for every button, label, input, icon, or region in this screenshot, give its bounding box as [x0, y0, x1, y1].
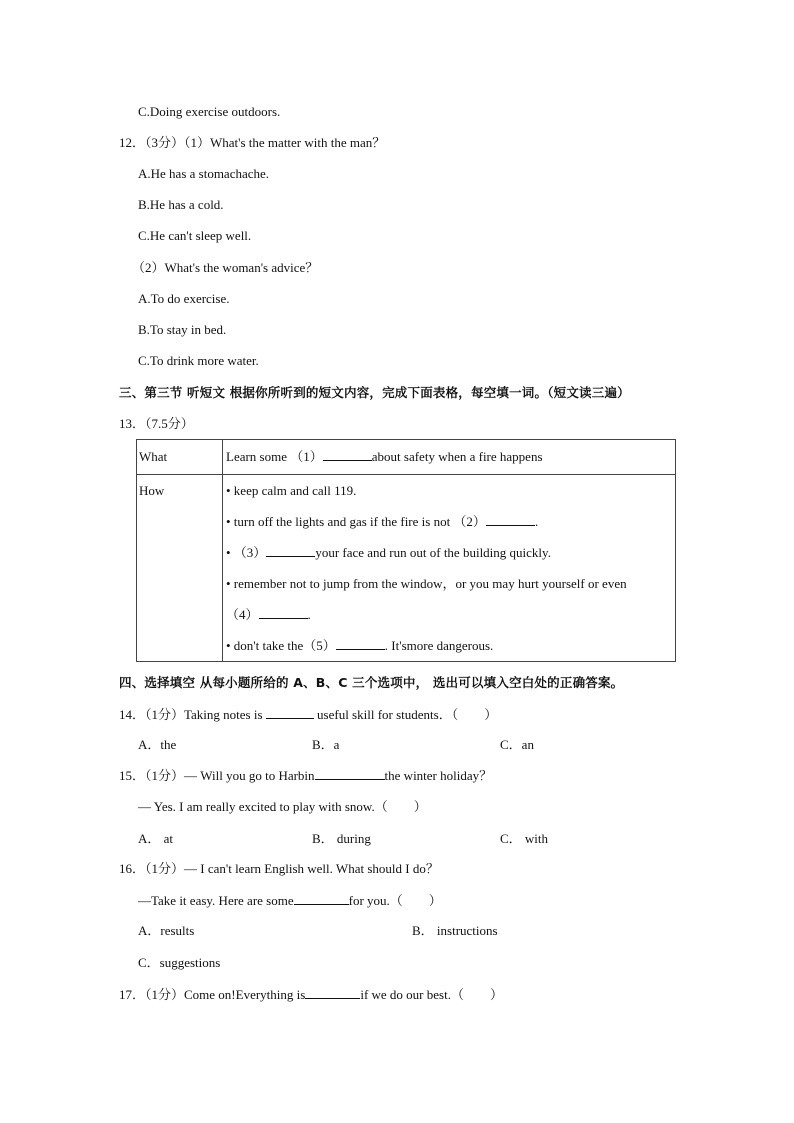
q12-sub2-option-b: B.To stay in bed.: [138, 322, 227, 337]
q13-blank-3[interactable]: [266, 544, 315, 557]
q13-bullet-3: • （3） your face and run out of the building quickly.: [226, 545, 551, 560]
q16-option-c: C．suggestions: [138, 955, 221, 970]
q13-stem: 13．（7.5分）: [119, 416, 194, 431]
q16-stem: 16．（1分）— I can't learn English well. What should I do？: [119, 861, 439, 876]
q13-bullet-1: • keep calm and call 119.: [226, 483, 357, 498]
q14-option-c: C．an: [500, 737, 534, 752]
q13-bullet-4: • remember not to jump from the window，or you may hurt yourself or even: [226, 576, 627, 591]
q15-line2: — Yes. I am really excited to play with snow.（ ）: [138, 799, 427, 814]
section4-heading: 四、选择填空 从每小题所给的 A、B、C 三个选项中， 选出可以填入空白处的正确答案。: [119, 675, 624, 690]
section3-heading: 三、第三节 听短文 根据你所听到的短文内容，完成下面表格，每空填一词。（短文读三遍）: [119, 385, 630, 400]
q12-sub2-option-a: A.To do exercise.: [138, 291, 230, 306]
q13-blank-5[interactable]: [336, 637, 385, 650]
q13-blank-2[interactable]: [486, 513, 535, 526]
q15-blank[interactable]: [315, 767, 385, 780]
q16-option-b: B． instructions: [412, 923, 498, 938]
q15-option-b: B． during: [312, 831, 371, 846]
q12-sub2-stem: （2）What's the woman's advice？: [132, 260, 319, 275]
q12-option-b: B.He has a cold.: [138, 197, 224, 212]
q12-stem: 12．（3分）（1）What's the matter with the man？: [119, 135, 386, 150]
q14-option-b: B．a: [312, 737, 340, 752]
q13-cell-how: [223, 475, 676, 662]
q15-stem: 15．（1分）— Will you go to Harbin the winter holiday？: [119, 768, 493, 783]
q13-row-how: [137, 475, 676, 662]
q12-option-a: A.He has a stomachache.: [138, 166, 270, 181]
q11-option-c: C.Doing exercise outdoors.: [138, 104, 281, 119]
q17-blank[interactable]: [305, 986, 360, 999]
q13-blank-4[interactable]: [259, 606, 308, 619]
q13-cell-what: Learn some （1） about safety when a fire happens: [223, 440, 676, 475]
q13-blank-1[interactable]: [323, 448, 372, 461]
q12-option-c: C.He can't sleep well.: [138, 228, 252, 243]
q13-bullet-2: • turn off the lights and gas if the fire is not （2） .: [226, 514, 539, 529]
q15-option-a: A． at: [138, 831, 174, 846]
q14-stem: 14．（1分）Taking notes is useful skill for students．（ ）: [119, 707, 498, 722]
q13-bullet-4-cont: （4） .: [226, 607, 311, 622]
q12-sub2-option-c: C.To drink more water.: [138, 353, 259, 368]
q17-stem: 17．（1分）Come on!Everything is if we do our best.（ ）: [119, 987, 503, 1002]
q13-bullet-5: • don't take the（5） . It'smore dangerous.: [226, 638, 494, 653]
q16-option-a: A．results: [138, 923, 195, 938]
q14-option-a: A．the: [138, 737, 177, 752]
q15-option-c: C． with: [500, 831, 549, 846]
q13-label-what: What: [137, 440, 223, 475]
q14-blank[interactable]: [266, 706, 314, 719]
q16-line2: —Take it easy. Here are some for you.（ ）: [138, 893, 442, 908]
q13-table: [136, 439, 676, 662]
q13-label-how: How: [137, 475, 223, 662]
q16-blank[interactable]: [294, 892, 349, 905]
q13-row-what: [137, 440, 676, 475]
